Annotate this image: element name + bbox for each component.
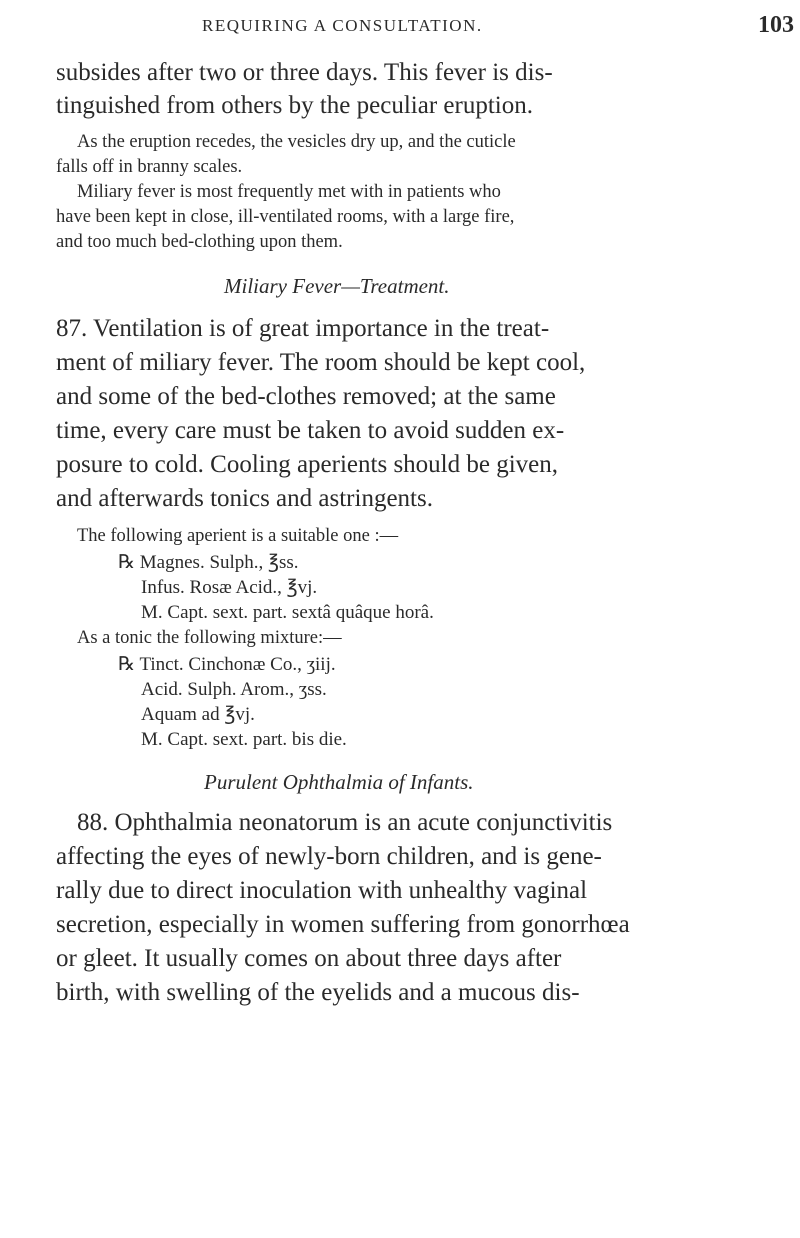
text-line: ment of miliary fever. The room should be kept cool, xyxy=(56,349,586,376)
prescription-line: ℞ Magnes. Sulph., ℥ss. xyxy=(118,552,299,573)
prescription-line: M. Capt. sext. part. sextâ quâque horâ. xyxy=(141,602,434,623)
prescription-line: M. Capt. sext. part. bis die. xyxy=(141,729,347,750)
text-line: and some of the bed-clothes removed; at the same xyxy=(56,383,556,410)
text-line: 87. Ventilation is of great importance in the treat- xyxy=(56,315,550,342)
prescription-line: Acid. Sulph. Arom., ʒss. xyxy=(141,679,327,700)
text-line: falls off in branny scales. xyxy=(56,157,243,177)
text-line: Miliary fever is most frequently met with in patients who xyxy=(77,182,501,202)
text-line: The following aperient is a suitable one :— xyxy=(77,526,399,546)
text-line: time, every care must be taken to avoid sudden ex- xyxy=(56,417,565,444)
prescription-line: ℞ Tinct. Cinchonæ Co., ʒiij. xyxy=(118,654,336,675)
running-head: REQUIRING A CONSULTATION. xyxy=(202,16,483,35)
section-heading: Purulent Ophthalmia of Infants. xyxy=(204,770,474,794)
text-line: tinguished from others by the peculiar eruption. xyxy=(56,92,533,119)
prescription-line: Aquam ad ℥vj. xyxy=(141,704,255,725)
text-line: As a tonic the following mixture:— xyxy=(77,628,342,648)
text-line: and too much bed-clothing upon them. xyxy=(56,232,343,252)
text-line: rally due to direct inoculation with unhealthy vaginal xyxy=(56,877,588,904)
section-heading: Miliary Fever—Treatment. xyxy=(224,274,450,298)
text-line: As the eruption recedes, the vesicles dry up, and the cuticle xyxy=(77,132,516,152)
page-number: 103 xyxy=(758,12,794,38)
text-line: secretion, especially in women suffering from gonorrhœa xyxy=(56,911,630,938)
text-line: subsides after two or three days. This fever is dis- xyxy=(56,59,553,86)
page-header xyxy=(0,12,800,46)
text-line: affecting the eyes of newly-born children, and is gene- xyxy=(56,843,602,870)
prescription-line: Infus. Rosæ Acid., ℥vj. xyxy=(141,577,318,598)
text-line: 88. Ophthalmia neonatorum is an acute conjunctivitis xyxy=(77,809,613,836)
text-line: birth, with swelling of the eyelids and a mucous dis- xyxy=(56,979,580,1006)
text-line: posure to cold. Cooling aperients should be given, xyxy=(56,451,559,478)
text-line: and afterwards tonics and astringents. xyxy=(56,485,433,512)
text-line: or gleet. It usually comes on about three days after xyxy=(56,945,562,972)
text-line: have been kept in close, ill-ventilated rooms, with a large fire, xyxy=(56,207,515,227)
